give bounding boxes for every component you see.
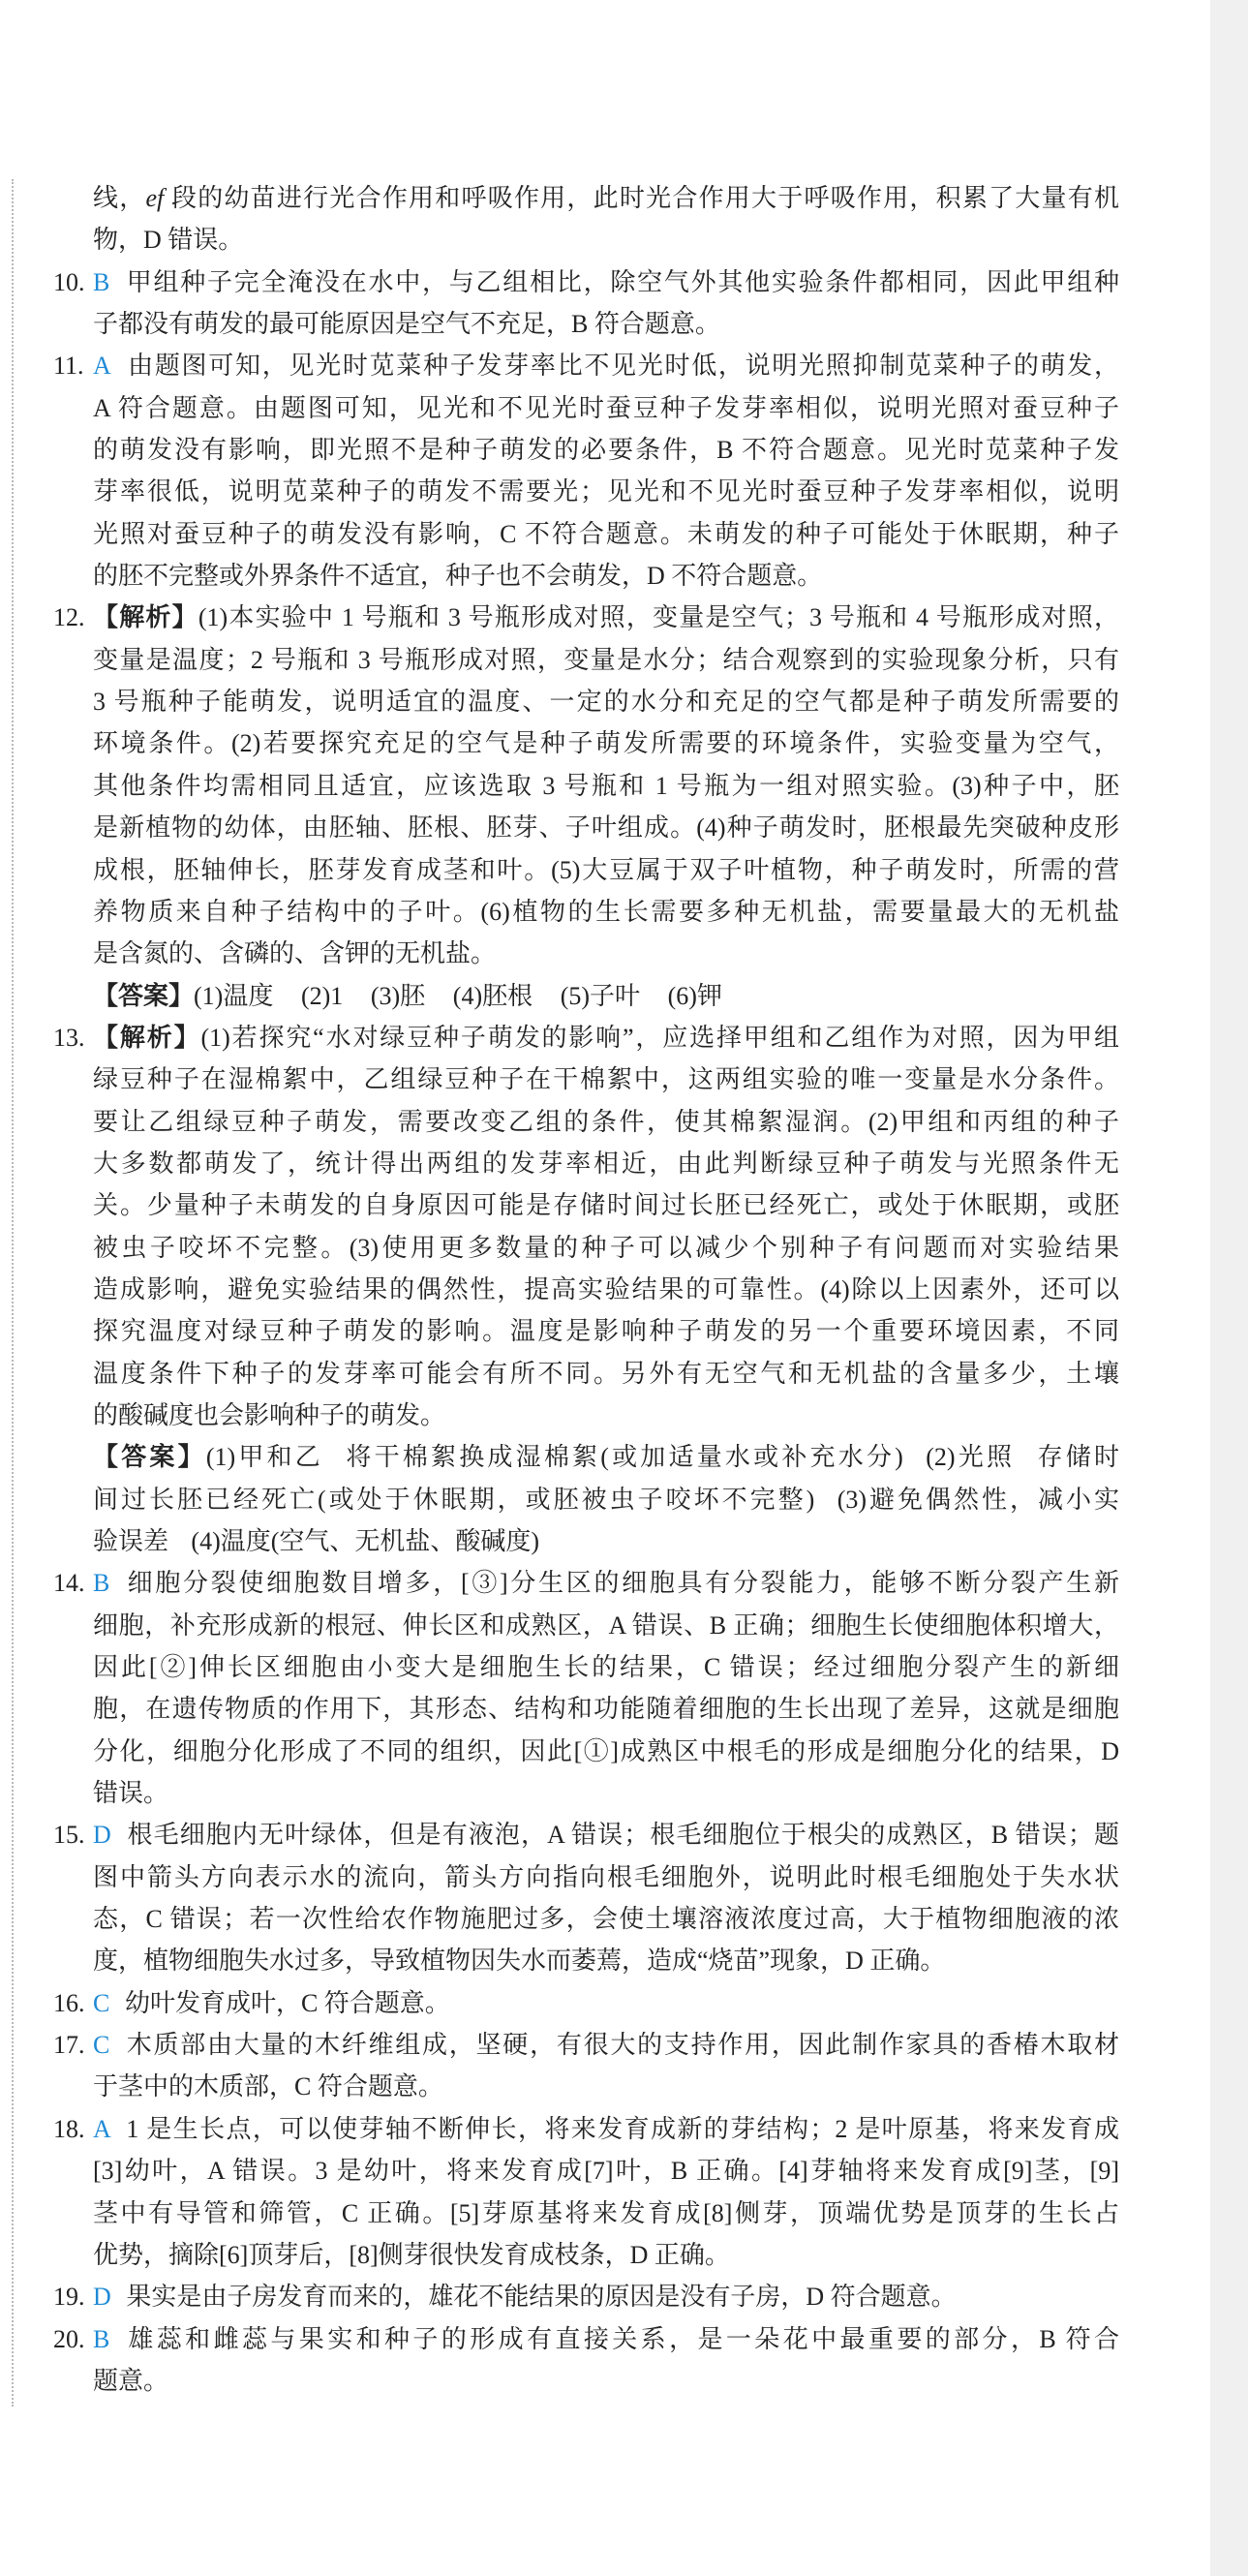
text-line: 成根，胚轴伸长，胚芽发育成茎和叶。(5)大豆属于双子叶植物，种子萌发时，所需的营 (93, 855, 1119, 884)
answer-part: 验误差 (93, 1527, 169, 1555)
text-line: 细胞，补充形成新的根冠、伸长区和成熟区，A 错误、B 正确；细胞生长使细胞体积增大， (93, 1610, 1119, 1640)
text-line: 养物质来自种子结构中的子叶。(6)植物的生长需要多种无机盐，需要量最大的无机盐 (93, 897, 1119, 926)
text-line: 要让乙组绿豆种子萌发，需要改变乙组的条件，使其棉絮湿润。(2)甲组和丙组的种子 (93, 1107, 1119, 1136)
text-line: 优势，摘除[6]顶芽后，[8]侧芽很快发育成枝条，D 正确。 (93, 2240, 730, 2269)
explanation-body (93, 1562, 1119, 1814)
text-line: 的萌发没有影响，即光照不是种子萌发的必要条件，B 不符合题意。见光时苋菜种子发 (93, 436, 1119, 465)
answer-letter: C (93, 2031, 110, 2060)
question-number-blank (53, 177, 93, 219)
text-line: 3 号瓶种子能萌发，说明适宜的温度、一定的水分和充足的空气都是种子萌发所需要的 (93, 688, 1119, 717)
explanation-body (93, 597, 1119, 1016)
text-line: 造成影响，避免实验结果的偶然性，提高实验结果的可靠性。(4)除以上因素外，还可以 (93, 1274, 1119, 1303)
answer-letter: A (93, 352, 111, 381)
text-line: 是含氮的、含磷的、含钾的无机盐。 (93, 939, 497, 968)
explanation-body (93, 2108, 1119, 2276)
question-11 (53, 345, 1119, 597)
page-edge-shade (1210, 0, 1248, 2576)
answer-letter: D (93, 1821, 111, 1850)
line-text: 幼叶发育成叶，C 符合题意。 (124, 1988, 450, 2017)
explanation-body (93, 345, 1119, 597)
text-line (93, 597, 1119, 638)
question-number: 13. (53, 1023, 85, 1052)
text-line: 于茎中的木质部，C 符合题意。 (93, 2072, 443, 2101)
answer-letter: B (93, 2324, 110, 2353)
answer-letter: A (93, 2114, 111, 2143)
answer-part: 存储时 (1037, 1443, 1119, 1472)
text-line (93, 2024, 1119, 2066)
question-number: 18. (53, 2114, 85, 2143)
question-number: 19. (53, 2283, 85, 2312)
answer-line (93, 1520, 1119, 1562)
binding-dotted-line (12, 179, 14, 2407)
continued-explanation (53, 177, 1119, 261)
question-16 (53, 1982, 1119, 2024)
line-text: 1 是生长点，可以使芽轴不断伸长，将来发育成新的芽结构；2 是叶原基，将来发育成 (126, 2114, 1119, 2143)
text-line: 胞，在遗传物质的作用下，其形态、结构和功能随着细胞的生长出现了差异，这就是细胞 (93, 1695, 1119, 1724)
text-line: 物，D 错误。 (93, 226, 244, 255)
answer-part: 将干棉絮换成湿棉絮(或加适量水或补充水分) (346, 1443, 903, 1472)
line-text: 线， (93, 184, 146, 212)
explanation-body (93, 177, 1119, 261)
text-line: 错误。 (93, 1779, 169, 1808)
text-line: 温度条件下种子的发芽率可能会有所不同。另外有无空气和无机盐的含量多少，土壤 (93, 1359, 1119, 1388)
line-text: 由题图可知，见光时苋菜种子发芽率比不见光时低，说明光照抑制苋菜种子的萌发， (126, 352, 1119, 381)
text-line (93, 2108, 1119, 2150)
answer-part: (4)胚根 (452, 981, 533, 1010)
text-line: 探究温度对绿豆种子萌发的影响。温度是影响种子萌发的另一个重要环境因素，不同 (93, 1317, 1119, 1346)
explanation-body (93, 1017, 1119, 1562)
question-19 (53, 2276, 1119, 2317)
question-12 (53, 597, 1119, 1016)
answer-line (93, 1479, 1119, 1520)
text-line: 题意。 (93, 2366, 169, 2395)
line-text: 细胞分裂使细胞数目增多，[③]分生区的细胞具有分裂能力，能够不断分裂产生新 (124, 1569, 1119, 1598)
answer-label: 【答案】 (93, 981, 195, 1010)
question-20 (53, 2318, 1119, 2403)
text-line (93, 2318, 1119, 2360)
explanation-body (93, 2318, 1119, 2403)
question-number: 15. (53, 1821, 85, 1850)
segment-variable: ef (145, 184, 165, 212)
question-number: 10. (53, 267, 85, 296)
line-text: (1)若探究“水对绿豆种子萌发的影响”，应选择甲组和乙组作为对照，因为甲组 (200, 1023, 1119, 1052)
explanation-body (93, 2276, 1119, 2317)
text-line (93, 177, 1119, 219)
line-text: 段的幼苗进行光合作用和呼吸作用，此时光合作用大于呼吸作用，积累了大量有机 (164, 184, 1119, 212)
answer-part: (3)避免偶然性，减小实 (837, 1485, 1119, 1514)
answer-part: (5)子叶 (560, 981, 641, 1010)
text-line: [3]幼叶，A 错误。3 是幼叶，将来发育成[7]叶，B 正确。[4]芽轴将来发育成[9]茎，[9] (93, 2157, 1119, 2186)
question-18 (53, 2108, 1119, 2276)
text-line: 变量是温度；2 号瓶和 3 号瓶形成对照，变量是水分；结合观察到的实验现象分析，只有 (93, 645, 1119, 674)
answer-letter: D (93, 2283, 111, 2312)
answer-part: (3)胚 (370, 981, 426, 1010)
text-line: 因此[②]伸长区细胞由小变大是细胞生长的结果，C 错误；经过细胞分裂产生的新细 (93, 1653, 1119, 1682)
explanation-body (93, 1814, 1119, 1981)
question-number: 11. (53, 352, 84, 381)
text-line (93, 261, 1119, 303)
answer-part: (2)1 (300, 981, 344, 1010)
answer-letter: C (93, 1988, 110, 2017)
question-13 (53, 1017, 1119, 1562)
explanation-body (93, 1982, 1119, 2024)
text-line: 子都没有萌发的最可能原因是空气不充足，B 符合题意。 (93, 310, 720, 339)
line-text: 果实是由子房发育而来的，雄花不能结果的原因是没有子房，D 符合题意。 (126, 2283, 957, 2312)
question-number: 20. (53, 2324, 85, 2353)
answer-part: (6)钾 (667, 981, 722, 1010)
question-17 (53, 2024, 1119, 2108)
text-line: 度，植物细胞失水过多，导致植物因失水而萎蔫，造成“烧苗”现象，D 正确。 (93, 1947, 946, 1976)
text-line: 关。少量种子未萌发的自身原因可能是存储时间过长胚已经死亡，或处于休眠期，或胚 (93, 1191, 1119, 1220)
question-number: 16. (53, 1988, 85, 2017)
text-line: 分化，细胞分化形成了不同的组织，因此[①]成熟区中根毛的形成是细胞分化的结果，D (93, 1736, 1119, 1765)
text-line (93, 1562, 1119, 1604)
answer-part: (2)光照 (926, 1443, 1016, 1472)
text-line: 绿豆种子在湿棉絮中，乙组绿豆种子在干棉絮中，这两组实验的唯一变量是水分条件。 (93, 1065, 1119, 1094)
answer-part: 间过长胚已经死亡(或处于休眠期，或胚被虫子咬坏不完整) (93, 1485, 815, 1514)
text-line (93, 1017, 1119, 1058)
question-number: 14. (53, 1569, 85, 1598)
text-line: 的酸碱度也会影响种子的萌发。 (93, 1400, 446, 1429)
answer-line (93, 975, 1119, 1017)
analysis-label: 【解析】 (93, 1023, 201, 1052)
line-text: 根毛细胞内无叶绿体，但是有液泡，A 错误；根毛细胞位于根尖的成熟区，B 错误；题 (126, 1821, 1119, 1850)
answer-part: (4)温度(空气、无机盐、酸碱度) (191, 1527, 540, 1555)
question-15 (53, 1814, 1119, 1981)
question-number: 17. (53, 2031, 85, 2060)
text-line: 芽率很低，说明苋菜种子的萌发不需要光；见光和不见光时蚕豆种子发芽率相似，说明 (93, 477, 1119, 506)
answer-key-content (53, 177, 1119, 2402)
text-line: 环境条件。(2)若要探究充足的空气是种子萌发所需要的环境条件，实验变量为空气， (93, 729, 1119, 758)
analysis-label: 【解析】 (93, 603, 198, 632)
text-line: 光照对蚕豆种子的萌发没有影响，C 不符合题意。未萌发的种子可能处于休眠期，种子 (93, 519, 1119, 548)
text-line: A 符合题意。由题图可知，见光和不见光时蚕豆种子发芽率相似，说明光照对蚕豆种子 (93, 393, 1119, 422)
text-line: 被虫子咬坏不完整。(3)使用更多数量的种子可以减少个别种子有问题而对实验结果 (93, 1233, 1119, 1262)
explanation-body (93, 2024, 1119, 2108)
answer-line (93, 1436, 1119, 1478)
text-line: 大多数都萌发了，统计得出两组的发芽率相近，由此判断绿豆种子萌发与光照条件无 (93, 1149, 1119, 1178)
explanation-body (93, 261, 1119, 346)
text-line: 茎中有导管和筛管，C 正确。[5]芽原基将来发育成[8]侧芽，顶端优势是顶芽的生长占 (93, 2198, 1119, 2227)
line-text: 木质部由大量的木纤维组成，坚硬，有很大的支持作用，因此制作家具的香椿木取材 (124, 2031, 1119, 2060)
text-line (93, 2276, 1119, 2317)
text-line: 图中箭头方向表示水的流向，箭头方向指向根毛细胞外，说明此时根毛细胞处于失水状 (93, 1862, 1119, 1891)
answer-letter: B (93, 1569, 110, 1598)
text-line (93, 345, 1119, 386)
text-line: 是新植物的幼体，由胚轴、胚根、胚芽、子叶组成。(4)种子萌发时，胚根最先突破种皮形 (93, 813, 1119, 843)
line-text: (1)本实验中 1 号瓶和 3 号瓶形成对照，变量是空气；3 号瓶和 4 号瓶形成对照， (198, 603, 1119, 632)
text-line (93, 1814, 1119, 1855)
answer-label: 【答案】 (93, 1443, 206, 1472)
line-text: 雄蕊和雌蕊与果实和种子的形成有直接关系，是一朵花中最重要的部分，B 符合 (124, 2324, 1119, 2353)
question-14 (53, 1562, 1119, 1814)
text-line: 的胚不完整或外界条件不适宜，种子也不会萌发，D 不符合题意。 (93, 562, 823, 591)
question-number: 12. (53, 603, 85, 632)
line-text: 甲组种子完全淹没在水中，与乙组相比，除空气外其他实验条件都相同，因此甲组种 (124, 267, 1119, 296)
answer-part: (1)甲和乙 (205, 1443, 323, 1472)
question-10 (53, 261, 1119, 346)
text-line (93, 1982, 1119, 2024)
text-line: 其他条件均需相同且适宜，应该选取 3 号瓶和 1 号瓶为一组对照实验。(3)种子中，胚 (93, 771, 1119, 800)
answer-letter: B (93, 267, 110, 296)
text-line: 态，C 错误；若一次性给农作物施肥过多，会使土壤溶液浓度过高，大于植物细胞液的浓 (93, 1905, 1119, 1934)
answer-part: (1)温度 (194, 981, 274, 1010)
